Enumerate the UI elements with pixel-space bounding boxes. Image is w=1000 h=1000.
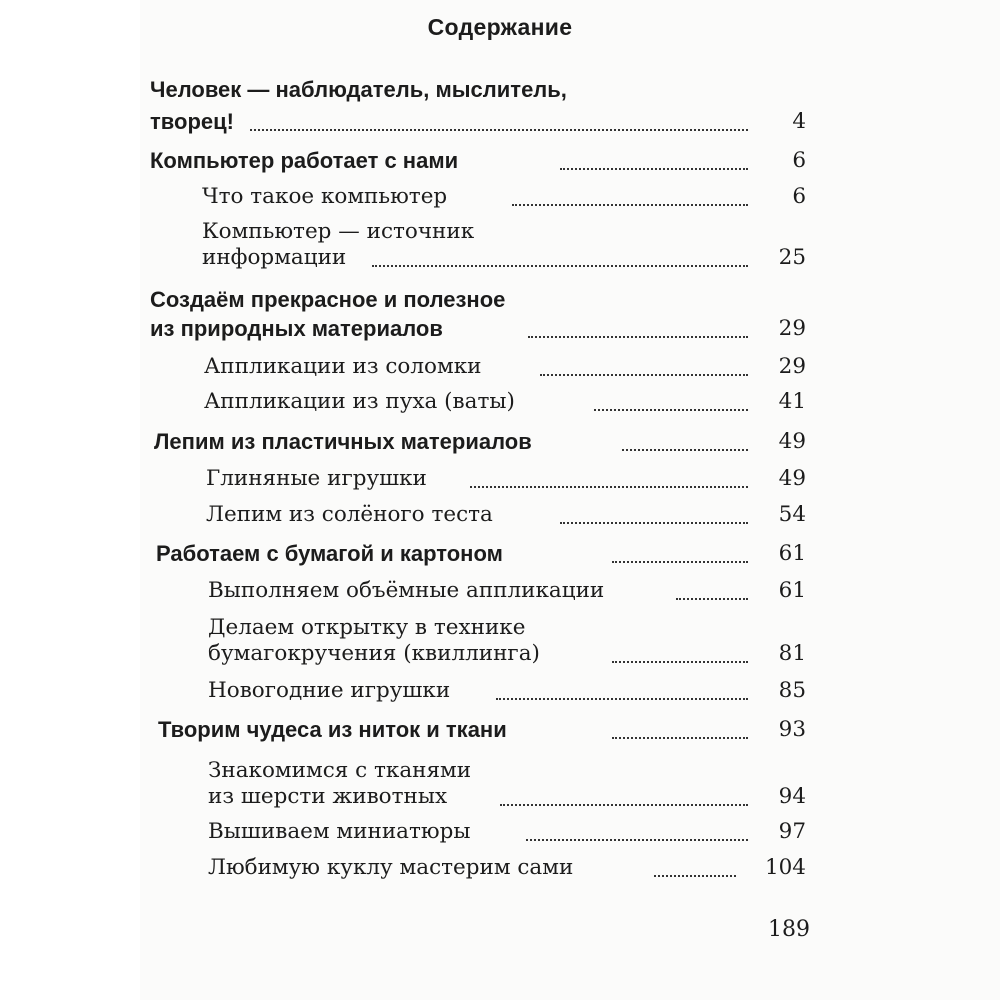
leader-dots (594, 409, 748, 411)
toc-subsection-label: Аппликации из соломки (204, 354, 482, 379)
page-number: 6 (792, 184, 806, 209)
toc-subsection-label: Новогодние игрушки (208, 678, 451, 703)
page-number: 61 (778, 578, 806, 603)
toc-subsection (0, 673, 806, 709)
leader-dots (512, 204, 748, 206)
leader-dots (500, 804, 748, 806)
page-number: 49 (778, 466, 806, 491)
toc-subsection-line2: информации (202, 245, 347, 270)
toc-section-label: Творим чудеса из ниток и ткани (158, 717, 507, 742)
toc-subsection (0, 240, 806, 276)
leader-dots (560, 522, 748, 524)
page-number: 29 (778, 316, 806, 341)
page-title: Содержание (427, 14, 573, 40)
toc-subsection-line1: Компьютер — источник (202, 219, 475, 244)
toc-section-label: Компьютер работает с нами (150, 148, 459, 173)
toc-subsection-label: Выполняем объёмные аппликации (208, 578, 605, 603)
toc-subsection (0, 384, 806, 420)
leader-dots (612, 737, 748, 739)
page-number: 61 (778, 541, 806, 566)
page-number: 54 (778, 502, 806, 527)
leader-dots (250, 129, 748, 131)
toc-subsection (0, 349, 806, 385)
page-number: 41 (778, 389, 806, 414)
toc-subsection-label: Любимую куклу мастерим сами (208, 855, 574, 880)
leader-dots (528, 336, 748, 338)
page-number: 4 (792, 109, 806, 134)
toc-subsection (0, 461, 806, 497)
toc-section (0, 424, 806, 460)
toc-subsection-label: Вышиваем миниатюры (208, 819, 471, 844)
leader-dots (526, 839, 748, 841)
toc-subsection-line2: бумагокручения (квиллинга) (208, 641, 540, 666)
toc-section-line1: Человек — наблюдатель, мыслитель, (150, 77, 567, 102)
toc-subsection (0, 636, 806, 672)
toc-section (0, 311, 806, 347)
toc-subsection (0, 850, 806, 886)
toc-subsection (0, 814, 806, 850)
leader-dots (612, 661, 748, 663)
toc-section-line2: творец! (150, 109, 234, 134)
leader-dots (372, 265, 748, 267)
toc-subsection-label: Аппликации из пуха (ваты) (204, 389, 515, 414)
toc-section (0, 143, 806, 179)
leader-dots (560, 168, 748, 170)
toc-subsection (0, 497, 806, 533)
page-number: 85 (778, 678, 806, 703)
toc-section (0, 536, 806, 572)
toc-section-label: Лепим из пластичных материалов (154, 429, 532, 454)
leader-dots (676, 598, 748, 600)
leader-dots (470, 486, 748, 488)
leader-dots (622, 449, 748, 451)
page-number: 25 (778, 245, 806, 270)
toc-subsection-line1: Знакомимся с тканями (208, 758, 472, 783)
page-number: 6 (792, 148, 806, 173)
toc-subsection-label: Что такое компьютер (202, 184, 448, 209)
toc-section (0, 104, 806, 140)
page-number: 97 (778, 819, 806, 844)
page-number: 93 (778, 717, 806, 742)
toc-section (0, 712, 806, 748)
page-number: 49 (778, 429, 806, 454)
toc-subsection-line2: из шерсти животных (208, 784, 448, 809)
toc-subsection (0, 573, 806, 609)
leader-dots (496, 698, 748, 700)
leader-dots (612, 561, 748, 563)
page-number: 94 (778, 784, 806, 809)
page-number: 81 (778, 641, 806, 666)
toc-subsection (0, 179, 806, 215)
toc-subsection-label: Лепим из солёного теста (206, 502, 493, 527)
toc-section-line1: Создаём прекрасное и полезное (150, 287, 506, 312)
page-folio-number: 189 (768, 917, 810, 942)
toc-section-line2: из природных материалов (150, 316, 443, 341)
page-number: 104 (764, 855, 806, 880)
page-number: 29 (778, 354, 806, 379)
leader-dots (540, 374, 748, 376)
toc-subsection (0, 779, 806, 815)
toc-subsection-label: Глиняные игрушки (206, 466, 427, 491)
leader-dots (654, 875, 736, 877)
toc-subsection-line1: Делаем открытку в технике (208, 615, 526, 640)
toc-section-label: Работаем с бумагой и картоном (156, 541, 503, 566)
